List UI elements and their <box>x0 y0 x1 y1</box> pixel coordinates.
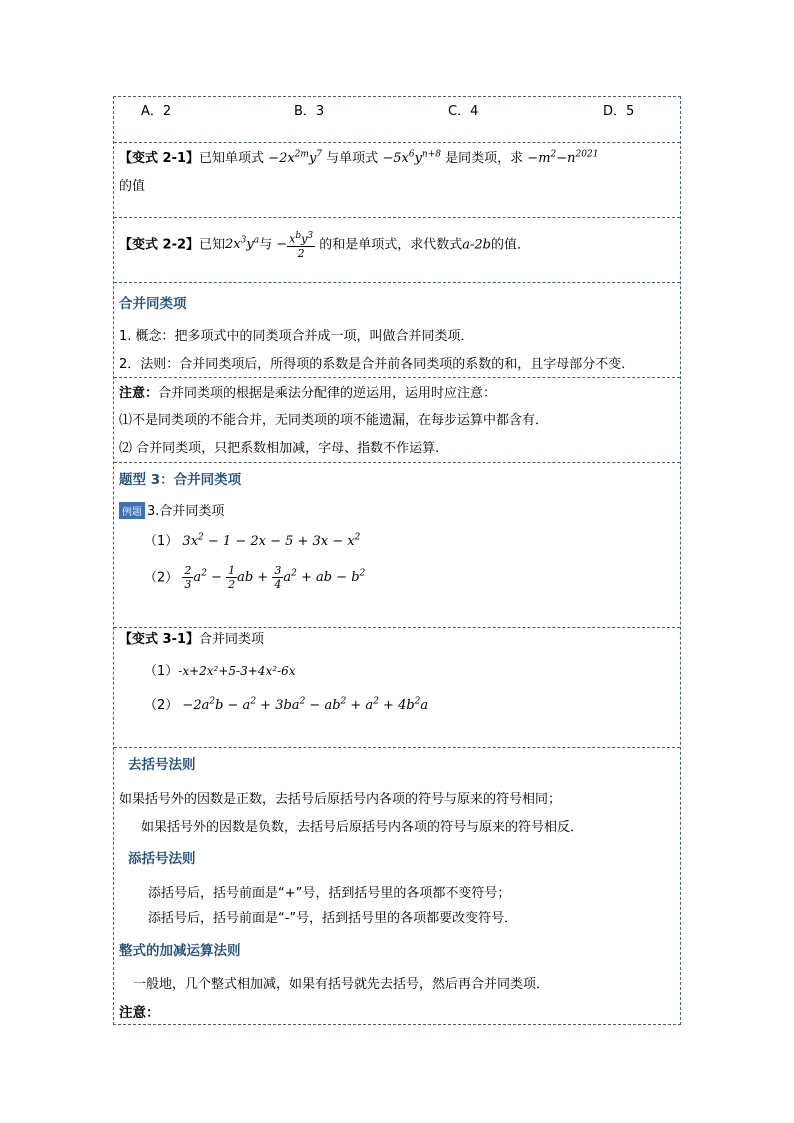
option-c: C．4 <box>448 104 479 119</box>
v22-text1: 已知 <box>199 237 226 253</box>
note-line3: ⑵ 合并同类项，只把系数相加减，字母、指数不作运算. <box>119 441 440 456</box>
variant-3-1-tag: 【变式 3-1】 <box>119 632 200 647</box>
v31-item-1-label: （1） <box>144 664 179 679</box>
example-line <box>119 500 224 519</box>
heading-add-brackets: 添括号法则 <box>128 851 196 867</box>
item-1-label: （1） <box>144 534 179 549</box>
section-divider <box>114 142 680 143</box>
note-line2: ⑴不是同类项的不能合并，无同类项的项不能遗漏，在每步运算中都含有． <box>119 413 549 428</box>
option-b: B．3 <box>294 104 325 119</box>
target-expr: $-m^2-n^{2021}$ <box>527 149 599 166</box>
merge-line1: 1. 概念：把多项式中的同类项合并成一项，叫做合并同类项． <box>119 329 474 344</box>
example-item-1 <box>144 530 360 549</box>
note-text: 合并同类项的根据是乘法分配律的逆运用，运用时应注意： <box>158 386 497 401</box>
option-d: D．5 <box>603 104 635 119</box>
expr-2: $\frac{2}{3}$ $a^2$ − $\frac{1}{2}$ ab + $\frac{3}{4}$ $a^2$ + ab − $b^2$ <box>184 564 366 592</box>
monomial-3: $2x^3y^a$ <box>225 236 260 253</box>
integral-note: 注意： <box>119 1005 160 1021</box>
variant-2-1 <box>119 147 598 166</box>
note-line1 <box>119 382 496 401</box>
integral-line1: 一般地，几个整式相加减，如果有括号就先去括号，然后再合并同类项． <box>133 977 550 992</box>
monomial-1: $-2x^{2m}y^7$ <box>268 149 323 166</box>
brackets-line1: 如果括号外的因数是正数，去括号后原括号内各项的符号与原来的符号相同； <box>119 792 562 807</box>
section-divider <box>114 282 680 283</box>
item-2-label: （2） <box>144 570 179 586</box>
v22-text4: 的值． <box>491 237 531 253</box>
brackets-line2: 如果括号外的因数是负数，去括号后原括号内各项的符号与原来的符号相反． <box>141 820 584 835</box>
v31-item-2-label: （2） <box>144 698 179 713</box>
note-label: 注意： <box>119 386 159 401</box>
expr-1: $3x^2 - 1 - 2x - 5 + 3x - x^2$ <box>182 532 361 549</box>
v31-text: 合并同类项 <box>199 632 265 647</box>
add-brackets-line1: 添括号后，括号前面是“+”号，括到括号里的各项都不变符号； <box>148 886 511 901</box>
example-badge: 例题 <box>119 502 145 519</box>
heading-type3: 题型 3：合并同类项 <box>119 472 242 488</box>
variant-2-2-tag: 【变式 2-2】 <box>119 237 200 253</box>
v21-text1: 已知单项式 <box>199 151 265 166</box>
v21-text2: 与单项式 <box>326 151 379 166</box>
v31-expr-2: $-2a^2b - a^2 + 3ba^2 - ab^2 + a^2 + 4b^2a$ <box>182 696 429 713</box>
option-a: A．2 <box>141 104 172 119</box>
merge-line2: 2．法则：合并同类项后，所得项的系数是合并前各同类项的系数的和，且字母部分不变． <box>119 357 635 372</box>
example-text: 3.合并同类项 <box>147 504 225 519</box>
add-brackets-line2: 添括号后，括号前面是“-”号，括到括号里的各项都要改变符号． <box>148 911 518 926</box>
fraction-monomial: − $\frac{x^by^3}{2}$ <box>276 231 314 260</box>
v22-text3: 的和是单项式，求代数式 <box>319 237 463 253</box>
v31-item-2 <box>144 694 428 713</box>
heading-brackets: 去括号法则 <box>128 757 196 773</box>
variant-2-2 <box>119 221 530 265</box>
monomial-2: $-5x^6y^{n+8}$ <box>382 149 441 166</box>
v31-item-1 <box>144 660 295 679</box>
section-divider <box>114 377 680 378</box>
heading-merge: 合并同类项 <box>119 296 187 312</box>
section-divider <box>114 747 680 748</box>
section-divider <box>114 462 680 463</box>
variant-2-1-tag: 【变式 2-1】 <box>119 151 200 166</box>
v21-text4: 的值 <box>119 179 146 194</box>
document-sheet <box>113 96 681 1025</box>
heading-integral: 整式的加减运算法则 <box>119 943 241 959</box>
v21-text3: 是同类项，求 <box>445 151 524 166</box>
v22-expr: a-2b <box>462 237 492 253</box>
example-item-2 <box>144 556 365 596</box>
v31-expr-1: -x+2x²+5-3+4x²-6x <box>178 664 296 678</box>
section-divider <box>114 217 680 218</box>
variant-3-1 <box>119 628 264 647</box>
v22-text2: 与 <box>259 237 273 253</box>
